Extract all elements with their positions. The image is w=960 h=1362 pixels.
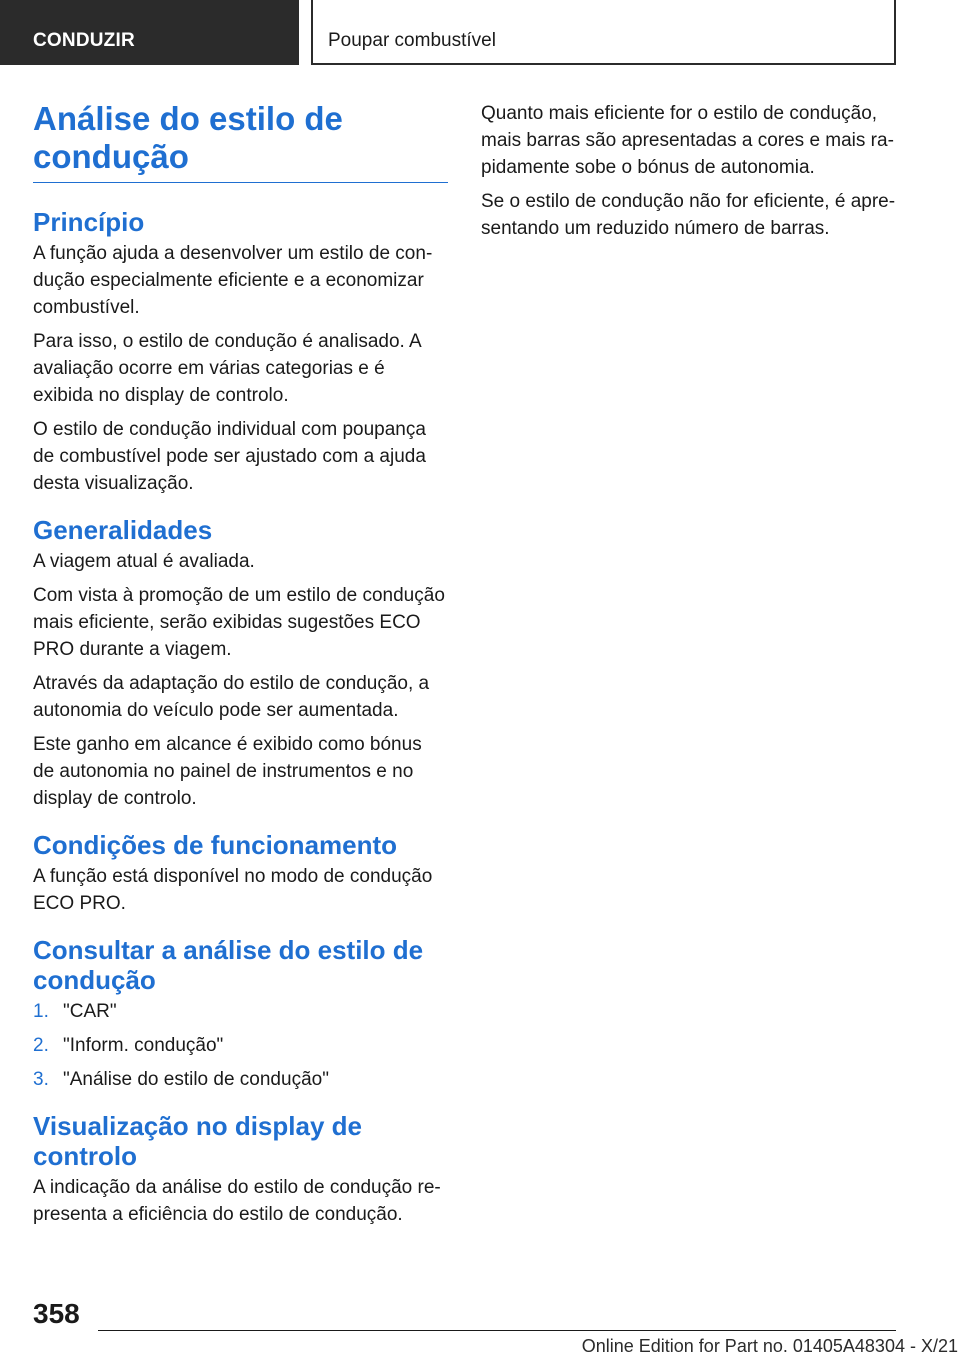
list-item	[33, 998, 448, 1025]
paragraph: A indicação da análise do estilo de condução representa a eficiência do estilo de condução.	[33, 1177, 441, 1225]
paragraph: Este ganho em alcance é exibido como bónus de autonomia no painel de instrumentos e no display de controlo.	[33, 734, 422, 809]
section-heading: Princípio	[33, 207, 145, 237]
section-consultar	[33, 935, 448, 1093]
right-column	[481, 100, 896, 249]
footer-divider	[98, 1330, 896, 1331]
paragraph: Para isso, o estilo de condução é analisado. A avaliação ocorre em várias categorias e é exibida no display de controlo.	[33, 331, 421, 406]
paragraph: A viagem atual é avaliada.	[33, 551, 255, 572]
section-heading: Condições de funcionamento	[33, 830, 398, 860]
page-number: 358	[33, 1298, 80, 1329]
list-item	[33, 1032, 448, 1059]
step-number: 3.	[33, 1069, 49, 1090]
step-number: 2.	[33, 1035, 49, 1056]
chapter-label: CONDUZIR	[0, 0, 299, 65]
paragraph: Através da adaptação do estilo de condução, a autonomia do veículo pode ser aumentada.	[33, 673, 430, 721]
section-principio	[33, 207, 448, 497]
paragraph: Se o estilo de condução não for eficiente, é apresentando um reduzido número de barras.	[481, 191, 896, 239]
section-condicoes	[33, 830, 448, 917]
step-number: 1.	[33, 1001, 49, 1022]
edition-note: Online Edition for Part no. 01405A48304 - X/21	[581, 1336, 958, 1356]
section-generalidades	[33, 515, 448, 812]
step-text: "Análise do estilo de condução"	[63, 1069, 329, 1090]
paragraph: O estilo de condução individual com poupança de combustível pode ser ajustado com a ajuda desta visualização.	[33, 419, 426, 494]
section-heading: Consultar a análise do estilo de condução	[33, 935, 424, 995]
page-title: Análise do estilo de condução	[33, 100, 448, 183]
left-column	[33, 100, 448, 1246]
section-heading: Generalidades	[33, 515, 213, 545]
paragraph: Com vista à promoção de um estilo de condução mais eficiente, serão exibidas sugestões ECO PRO durante a viagem.	[33, 585, 445, 660]
section-heading: Visualização no display de controlo	[33, 1111, 362, 1171]
step-text: "Inform. condução"	[63, 1035, 224, 1056]
topic-label: Poupar combustível	[311, 0, 896, 65]
step-text: "CAR"	[63, 1001, 117, 1022]
section-visualizacao	[33, 1111, 448, 1228]
paragraph: Quanto mais eficiente for o estilo de condução, mais barras são apresentadas a cores e mais rapidamente sobe o bónus de autonomia.	[481, 103, 894, 178]
paragraph: A função está disponível no modo de condução ECO PRO.	[33, 866, 433, 914]
paragraph: A função ajuda a desenvolver um estilo de condução especialmente eficiente e a economizar combustível.	[33, 243, 433, 318]
steps-list	[33, 998, 448, 1093]
list-item	[33, 1066, 448, 1093]
